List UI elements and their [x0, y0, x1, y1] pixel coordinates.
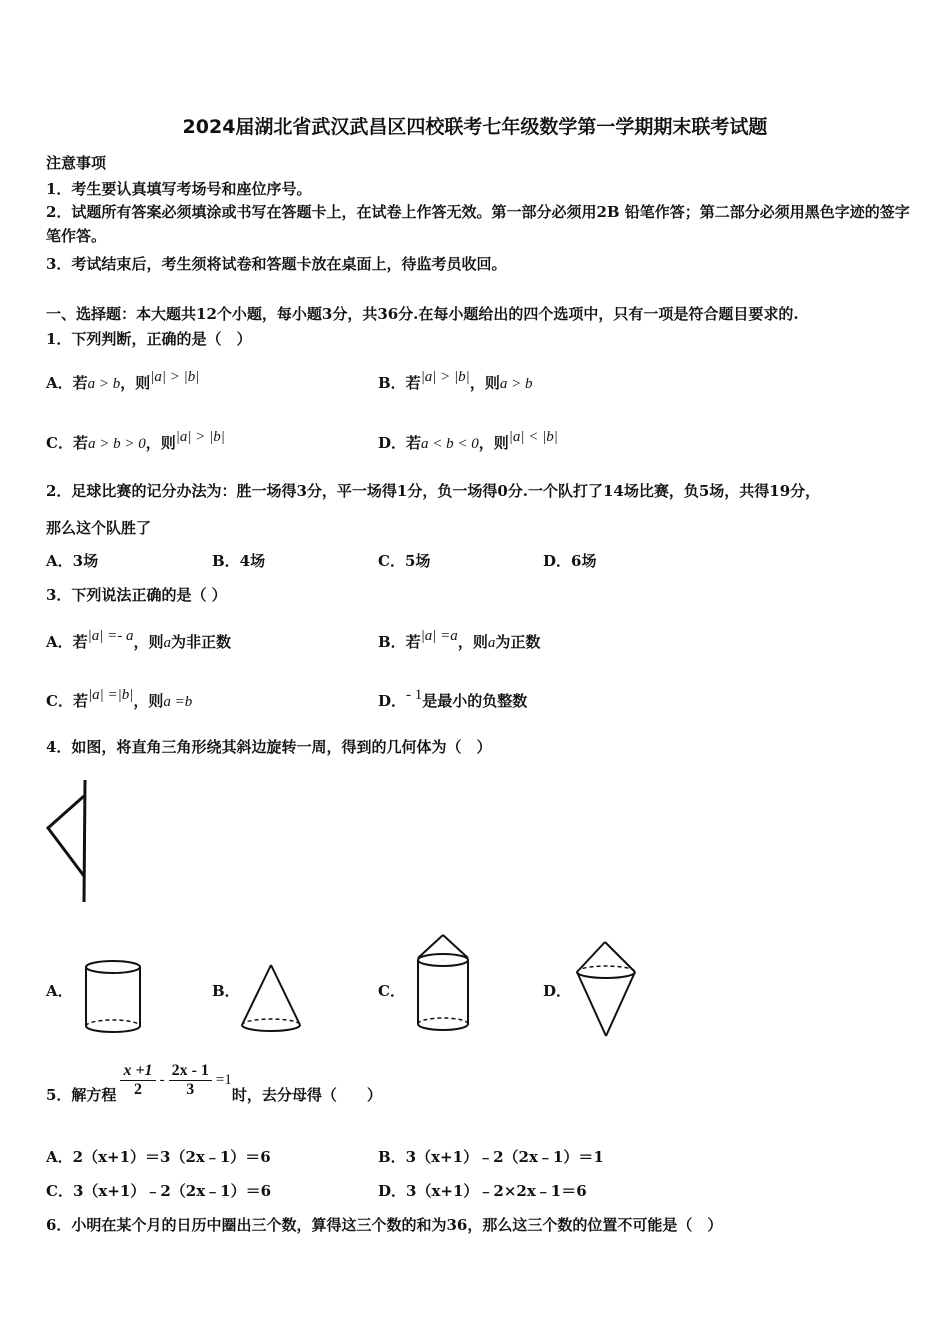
- q2-option-b[interactable]: B．4场: [212, 552, 266, 570]
- notice-item-3: 3．考试结束后，考生须将试卷和答题卡放在桌面上，待监考员收回。: [46, 255, 507, 273]
- q5-label: 5．解方程: [46, 1086, 117, 1104]
- q1-a-label: A．若: [46, 374, 88, 392]
- q5-rhs: =1: [215, 1072, 232, 1088]
- section-heading: 一、选择题：本大题共12个小题，每小题3分，共36分.在每小题给出的四个选项中，只有一项是符合题目要求的.: [46, 305, 799, 323]
- q3-c-result: a =b: [163, 694, 193, 710]
- q1-c-label: C．若: [46, 434, 88, 452]
- q4-option-d[interactable]: D．: [543, 982, 572, 1000]
- q1-a-mid: ，则: [120, 374, 151, 392]
- q5-stem: [46, 1062, 382, 1104]
- q5-option-b[interactable]: B．3（x+1）﹣2（2x﹣1）＝1: [378, 1148, 604, 1166]
- q3-c-mid: ，则: [133, 692, 164, 710]
- q1-option-b[interactable]: [378, 369, 533, 393]
- q3-option-d[interactable]: [378, 687, 528, 711]
- q1-b-mid: ，则: [469, 374, 500, 392]
- q5-option-d[interactable]: D．3（x+1）﹣2×2x﹣1＝6: [378, 1182, 587, 1200]
- q4-stem: 4．如图，将直角三角形绕其斜边旋转一周，得到的几何体为（ ）: [46, 738, 492, 756]
- q5-tail: 时，去分母得（ ）: [231, 1086, 382, 1104]
- q1-option-c[interactable]: [46, 429, 225, 453]
- q2-option-c[interactable]: C．5场: [378, 552, 431, 570]
- q1-b-label: B．若: [378, 374, 421, 392]
- q1-d-label: D．若: [378, 434, 422, 452]
- q3-a-mid: ，则: [133, 633, 164, 651]
- q3-c-cond: |a| =|b|: [87, 687, 134, 703]
- q2-option-a[interactable]: A．3场: [46, 552, 99, 570]
- q5-fraction-1: [120, 1062, 155, 1099]
- q3-a-tail: 为非正数: [171, 633, 232, 651]
- q1-d-result: |a| < |b|: [508, 429, 558, 445]
- q3-b-label: B．若: [378, 633, 421, 651]
- q1-c-cond: a > b > 0: [87, 436, 146, 452]
- notice-heading: 注意事项: [46, 154, 107, 172]
- q5-option-c[interactable]: C．3（x+1）﹣2（2x﹣1）＝6: [46, 1182, 272, 1200]
- q1-d-mid: ，则: [478, 434, 509, 452]
- q1-b-result: a > b: [499, 376, 533, 392]
- q4-option-c[interactable]: C．: [378, 982, 405, 1000]
- q3-b-mid: ，则: [457, 633, 488, 651]
- q3-d-tail: 是最小的负整数: [422, 692, 528, 710]
- q3-option-a[interactable]: [46, 628, 232, 652]
- q3-c-label: C．若: [46, 692, 88, 710]
- q5-minus: -: [159, 1072, 165, 1088]
- q3-b-var: a: [487, 635, 496, 651]
- q1-a-result: |a| > |b|: [150, 369, 200, 385]
- q3-b-cond: |a| =a: [420, 628, 458, 644]
- q1-b-cond: |a| > |b|: [420, 369, 470, 385]
- q3-a-var: a: [163, 635, 172, 651]
- notice-item-1: 1．考生要认真填写考场号和座位序号。: [46, 180, 312, 198]
- q3-option-b[interactable]: [378, 628, 541, 652]
- q3-d-label: D．: [378, 692, 407, 710]
- q4-option-b[interactable]: B．: [212, 982, 240, 1000]
- cylinder-icon: [82, 958, 144, 1038]
- q5-frac2-den: 3: [186, 1081, 195, 1098]
- cylinder-with-cone-icon: [412, 932, 474, 1036]
- q6-stem: 6．小明在某个月的日历中圈出三个数，算得这三个数的和为36，那么这三个数的位置不可能是（ ）: [46, 1216, 723, 1234]
- q2-stem-line1: 2．足球比赛的记分办法为：胜一场得3分，平一场得1分，负一场得0分.一个队打了14场比赛，负5场，共得19分，: [46, 482, 821, 500]
- q1-option-a[interactable]: [46, 369, 200, 393]
- double-cone-icon: [572, 940, 642, 1040]
- q2-option-d[interactable]: D．6场: [543, 552, 597, 570]
- q2-stem-line2: 那么这个队胜了: [46, 519, 152, 537]
- cone-icon: [238, 962, 304, 1036]
- q5-fraction-2: [169, 1062, 212, 1099]
- q1-a-cond: a > b: [87, 376, 121, 392]
- q1-option-d[interactable]: [378, 429, 558, 453]
- q5-frac1-num: x +1: [120, 1062, 155, 1081]
- q1-d-cond: a < b < 0: [421, 436, 479, 452]
- q3-b-tail: 为正数: [495, 633, 541, 651]
- q3-a-cond: |a| =- a: [87, 628, 134, 644]
- q1-c-result: |a| > |b|: [175, 429, 225, 445]
- q3-a-label: A．若: [46, 633, 88, 651]
- q5-frac2-num: 2x - 1: [169, 1062, 212, 1081]
- page-title: 2024届湖北省武汉武昌区四校联考七年级数学第一学期期末联考试题: [182, 116, 768, 138]
- q3-option-c[interactable]: [46, 687, 193, 711]
- right-triangle-figure: [40, 778, 100, 904]
- q5-option-a[interactable]: A．2（x+1）＝3（2x﹣1）＝6: [46, 1148, 271, 1166]
- q3-d-value: - 1: [406, 687, 423, 703]
- q1-stem: 1．下列判断，正确的是（ ）: [46, 330, 252, 348]
- q5-frac1-den: 2: [134, 1081, 142, 1098]
- q1-c-mid: ，则: [145, 434, 176, 452]
- notice-item-2: 2．试题所有答案必须填涂或书写在答题卡上，在试卷上作答无效。第一部分必须用2B 铅笔作答；第二部分必须用黑色字迹的签字笔作答。: [46, 203, 910, 245]
- q3-stem: 3．下列说法正确的是（ ）: [46, 586, 227, 604]
- q4-option-a[interactable]: A．: [46, 982, 73, 1000]
